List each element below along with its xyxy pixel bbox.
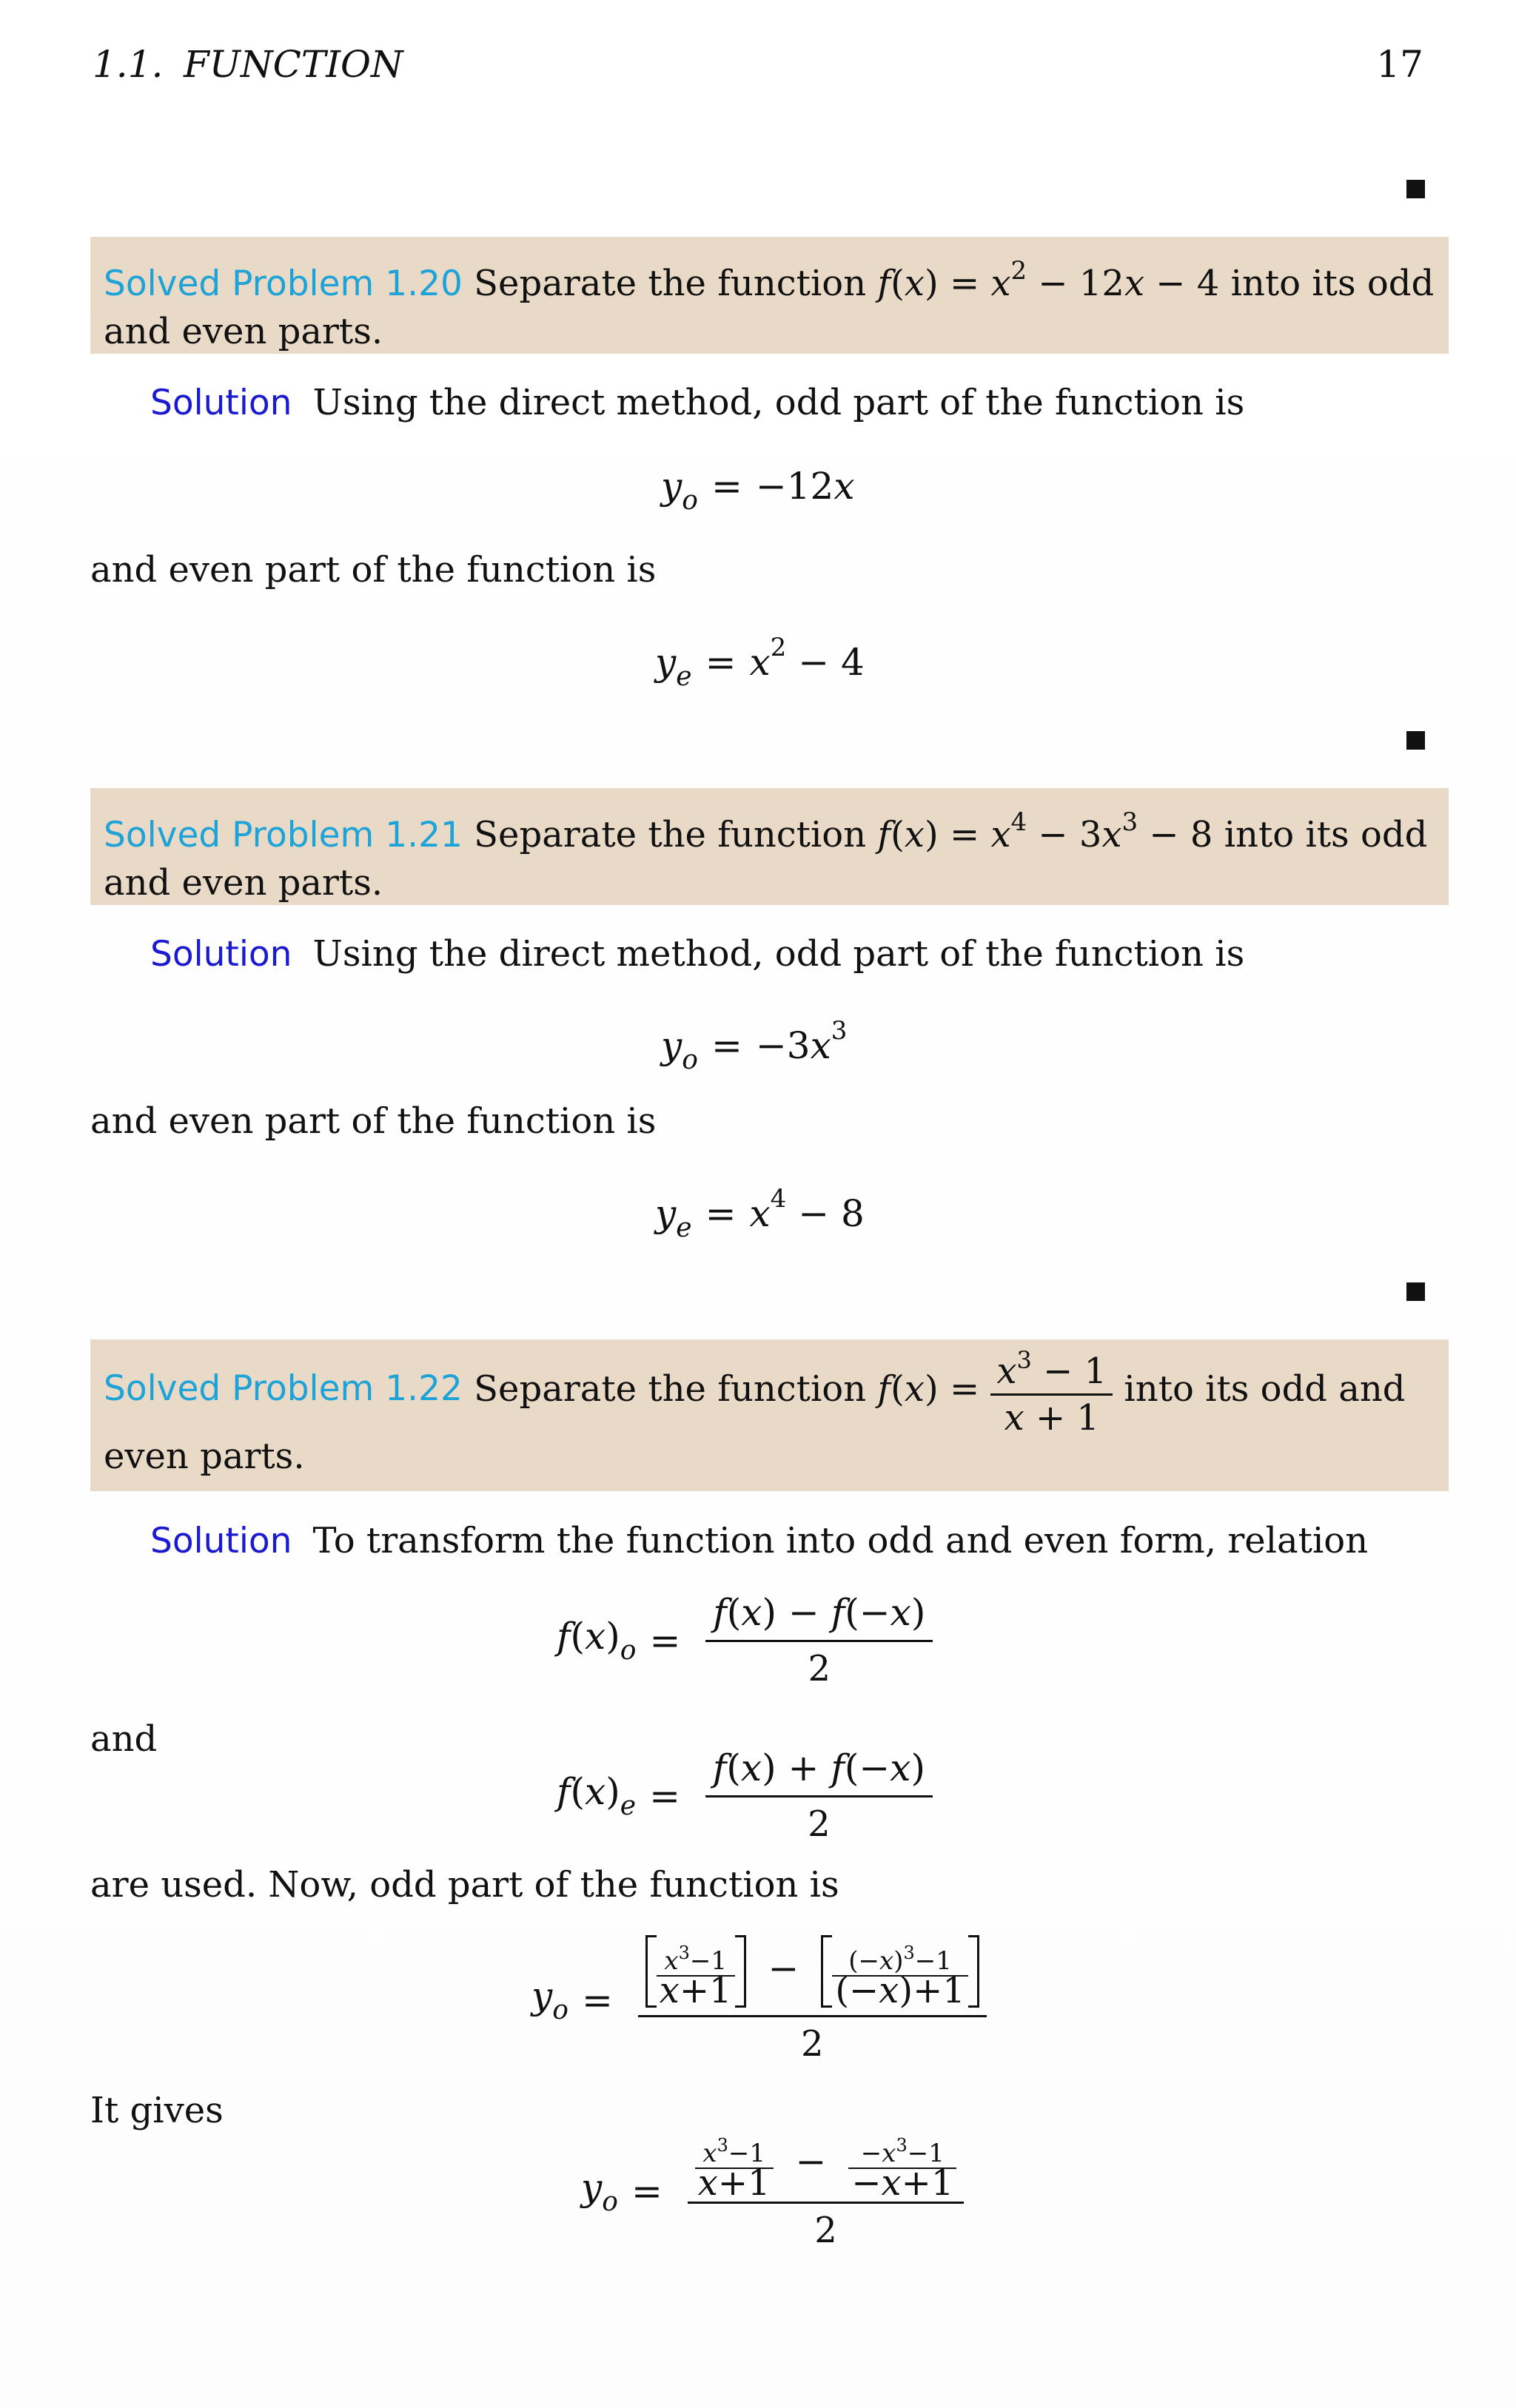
problem-box-1-21 — [90, 788, 1449, 905]
solution-label: Solution — [150, 383, 292, 423]
problem-statement-prefix: Separate the function — [474, 263, 867, 304]
problem-statement-line2: and even parts. — [104, 311, 383, 352]
solution-paragraph — [150, 379, 1244, 427]
problem-statement-line2: even parts. — [104, 1436, 305, 1477]
problem-function: $f(x) = x^2 - 12x - 4$ — [877, 256, 1220, 304]
qed-square — [1406, 731, 1425, 750]
odd-part-equation: $y_o = -12x$ — [661, 465, 855, 516]
even-intro: and even part of the function is — [90, 549, 657, 591]
problem-line-1 — [104, 1339, 1435, 1439]
and-text: and — [90, 1718, 158, 1760]
gives-text: It gives — [90, 2090, 224, 2131]
problem-label: Solved Problem 1.21 — [104, 815, 463, 855]
running-header — [93, 43, 1423, 102]
even-part-equation: $y_e = x^4 - 8$ — [655, 1184, 865, 1243]
section-title: FUNCTION — [184, 43, 403, 86]
odd-part-equation: $y_o = -3x^3$ — [661, 1016, 848, 1075]
problem-label: Solved Problem 1.20 — [104, 263, 463, 304]
problem-label: Solved Problem 1.22 — [104, 1368, 463, 1409]
solution-intro: Using the direct method, odd part of the function is — [312, 933, 1245, 975]
problem-box-1-20 — [90, 237, 1449, 354]
qed-square — [1406, 180, 1425, 198]
solution-label: Solution — [150, 1521, 292, 1561]
problem-statement-prefix: Separate the function — [474, 814, 867, 855]
solution-label: Solution — [150, 934, 292, 975]
solution-intro: Using the direct method, odd part of the function is — [312, 382, 1245, 423]
problem-statement-suffix: into its odd — [1230, 263, 1435, 304]
qed-square — [1406, 1282, 1425, 1301]
problem-statement-suffix: into its odd — [1224, 814, 1428, 855]
even-relation-equation: $f(x)_e$ = $\frac{f(x) + f(-x)}{2}$ — [557, 1746, 933, 1845]
problem-box-1-22 — [90, 1339, 1449, 1491]
odd-simplified-equation: $y_o$ = $\frac{x^3-1}{x+1}$ − $\frac{-x^3-1}{-x+1}$ 2 — [581, 2131, 964, 2251]
odd-relation-equation: $f(x)_o$ = $\frac{f(x) - f(-x)}{2}$ — [557, 1591, 933, 1689]
odd-substitution-equation: $y_o$ = $\frac{x^3-1}{x+1}$ − $\frac{(-x)^3-1}{(-x)+1}$ 2 — [531, 1935, 987, 2065]
problem-function: $f(x) = x^4 - 3x^3 - 8$ — [877, 807, 1213, 855]
problem-statement-suffix: into its odd and — [1124, 1368, 1406, 1410]
solution-paragraph — [150, 930, 1244, 978]
problem-statement-prefix: Separate the function — [474, 1368, 867, 1410]
section-number: 1.1. — [93, 43, 164, 86]
used-text: are used. Now, odd part of the function is — [90, 1864, 839, 1906]
solution-intro: To transform the function into odd and even form, relation — [312, 1520, 1369, 1561]
solution-paragraph — [150, 1517, 1368, 1565]
even-part-equation: $y_e = x^2 - 4$ — [655, 633, 865, 692]
even-intro: and even part of the function is — [90, 1100, 657, 1142]
problem-statement-line2: and even parts. — [104, 862, 383, 904]
page-number: 17 — [1376, 43, 1423, 86]
problem-function: f(x) = — [877, 1368, 991, 1410]
problem-fraction: $\frac{x^3 - 1}{x + 1}$ — [990, 1338, 1113, 1440]
